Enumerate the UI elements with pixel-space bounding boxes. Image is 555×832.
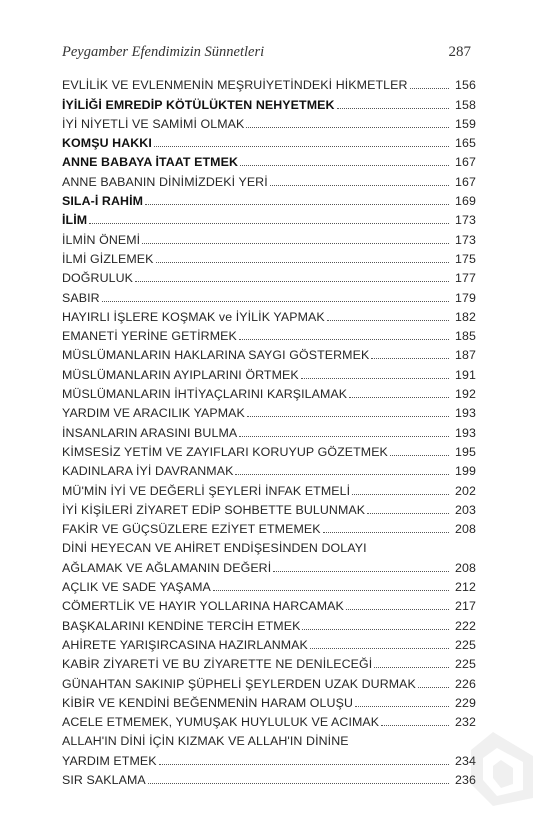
- toc-dot-leader: [349, 396, 449, 398]
- toc-entry-page: 175: [455, 251, 476, 266]
- page-number: 287: [448, 44, 471, 60]
- toc-entry-title: MÜSLÜMANLARIN AYIPLARINI ÖRTMEK: [62, 367, 299, 382]
- toc-dot-leader: [145, 203, 449, 205]
- toc-dot-leader: [323, 531, 449, 533]
- toc-entry-page: 158: [455, 97, 476, 112]
- toc-entry-title: ANNE BABAYA İTAAT ETMEK: [62, 155, 239, 170]
- toc-dot-leader: [327, 319, 449, 321]
- toc-entry-page: 182: [455, 309, 476, 324]
- toc-entry: [62, 652, 476, 671]
- toc-entry-continued: [62, 536, 476, 555]
- toc-dot-leader: [390, 454, 449, 456]
- toc-dot-leader: [301, 377, 449, 379]
- toc-entry-title: YARDIM ETMEK: [62, 753, 157, 768]
- toc-entry-title: İLİM: [62, 213, 88, 228]
- toc-dot-leader: [374, 666, 449, 668]
- toc-entry-page: 232: [455, 715, 476, 730]
- toc-entry-title: AĞLAMAK VE AĞLAMANIN DEĞERİ: [62, 560, 272, 575]
- toc-entry-title: KOMŞU HAKKI: [62, 136, 152, 151]
- toc-dot-leader: [89, 222, 449, 224]
- toc-dot-leader: [156, 261, 450, 263]
- toc-entry-page: 177: [455, 271, 476, 286]
- toc-dot-leader: [247, 415, 449, 417]
- toc-entry-page: 165: [455, 136, 476, 151]
- toc-dot-leader: [337, 107, 449, 109]
- toc-entry-page: 193: [455, 406, 476, 421]
- toc-entry-title: FAKİR VE GÜÇSÜZLERE EZİYET ETMEMEK: [62, 522, 321, 537]
- toc-dot-leader: [381, 724, 449, 726]
- toc-entry-page: 208: [455, 522, 476, 537]
- toc-entry-title: KİMSESİZ YETİM VE ZAYIFLARI KORUYUP GÖZETMEK: [62, 444, 388, 459]
- toc-entry: [62, 768, 476, 787]
- toc-entry-title: DOĞRULUK: [62, 271, 134, 286]
- toc-dot-leader: [239, 435, 449, 437]
- toc-entry: [62, 305, 476, 324]
- toc-entry-page: 236: [455, 772, 476, 787]
- toc-entry: [62, 150, 476, 169]
- toc-dot-leader: [410, 87, 449, 89]
- table-of-contents: [62, 73, 476, 787]
- toc-dot-leader: [159, 763, 449, 765]
- toc-entry-page: 229: [455, 695, 476, 710]
- toc-entry: [62, 459, 476, 478]
- toc-entry-page: 156: [455, 78, 476, 93]
- toc-entry-title: MÜSLÜMANLARIN İHTİYAÇLARINI KARŞILAMAK: [62, 387, 348, 402]
- toc-entry-page: 169: [455, 194, 476, 209]
- toc-entry-title: ANNE BABANIN DİNİMİZDEKİ YERİ: [62, 174, 268, 189]
- toc-entry-page: 159: [455, 116, 476, 131]
- toc-dot-leader: [270, 184, 449, 186]
- toc-entry-page: 217: [455, 599, 476, 614]
- toc-entry: [62, 478, 476, 497]
- toc-dot-leader: [102, 300, 449, 302]
- store-logo-watermark-icon: [463, 728, 541, 810]
- toc-dot-leader: [371, 357, 449, 359]
- toc-dot-leader: [246, 126, 449, 128]
- toc-entry-page: 193: [455, 425, 476, 440]
- toc-dot-leader: [273, 570, 449, 572]
- toc-entry: [62, 208, 476, 227]
- toc-dot-leader: [367, 512, 449, 514]
- toc-entry: [62, 285, 476, 304]
- toc-entry-title: ALLAH'IN DİNİ İÇİN KIZMAK VE ALLAH'IN DİNİNE: [62, 734, 349, 749]
- toc-dot-leader: [240, 164, 449, 166]
- toc-entry: [62, 594, 476, 613]
- toc-entry-title: SIR SAKLAMA: [62, 772, 146, 787]
- toc-entry-title: BAŞKALARINI KENDİNE TERCİH ETMEK: [62, 618, 301, 633]
- toc-entry-title: AHİRETE YARIŞIRCASINA HAZIRLANMAK: [62, 637, 308, 652]
- toc-entry-page: 191: [455, 367, 476, 382]
- toc-entry: [62, 73, 476, 92]
- toc-entry-continued: [62, 729, 476, 748]
- toc-dot-leader: [352, 493, 449, 495]
- toc-entry-title: MÜSLÜMANLARIN HAKLARINA SAYGI GÖSTERMEK: [62, 348, 370, 363]
- toc-dot-leader: [355, 705, 449, 707]
- toc-entry: [62, 169, 476, 188]
- running-head: [62, 44, 471, 64]
- toc-dot-leader: [135, 280, 449, 282]
- toc-entry-title: İYİ NİYETLİ VE SAMİMİ OLMAK: [62, 116, 245, 131]
- toc-entry: [62, 247, 476, 266]
- toc-entry: [62, 92, 476, 111]
- toc-entry-page: 167: [455, 155, 476, 170]
- toc-entry-title: İNSANLARIN ARASINI BULMA: [62, 425, 238, 440]
- toc-entry: [62, 671, 476, 690]
- toc-entry-page: 173: [455, 232, 476, 247]
- toc-entry-title: KADINLARA İYİ DAVRANMAK: [62, 464, 234, 479]
- toc-entry-title: EMANETİ YERİNE GETİRMEK: [62, 329, 237, 344]
- toc-entry: [62, 517, 476, 536]
- toc-entry: [62, 748, 476, 767]
- toc-entry: [62, 324, 476, 343]
- toc-dot-leader: [346, 608, 449, 610]
- toc-entry-title: KABİR ZİYARETİ VE BU ZİYARETTE NE DENİLECEĞİ: [62, 657, 373, 672]
- toc-entry-page: 179: [455, 290, 476, 305]
- toc-entry: [62, 112, 476, 131]
- toc-entry-title: YARDIM VE ARACILIK YAPMAK: [62, 406, 245, 421]
- book-title: Peygamber Efendimizin Sünnetleri: [62, 44, 265, 60]
- toc-entry: [62, 633, 476, 652]
- toc-entry-title: İLMİN ÖNEMİ: [62, 232, 141, 247]
- toc-entry-title: KİBİR VE KENDİNİ BEĞENMENİN HARAM OLUŞU: [62, 695, 354, 710]
- toc-entry: [62, 131, 476, 150]
- toc-entry-title: SABIR: [62, 290, 100, 305]
- toc-entry: [62, 613, 476, 632]
- toc-entry: [62, 401, 476, 420]
- toc-dot-leader: [142, 242, 449, 244]
- toc-entry-page: 208: [455, 560, 476, 575]
- toc-entry-title: ACELE ETMEMEK, YUMUŞAK HUYLULUK VE ACIMAK: [62, 715, 380, 730]
- toc-entry-page: 225: [455, 657, 476, 672]
- toc-dot-leader: [154, 145, 449, 147]
- toc-entry: [62, 555, 476, 574]
- toc-dot-leader: [235, 473, 449, 475]
- toc-entry: [62, 440, 476, 459]
- toc-entry: [62, 498, 476, 517]
- toc-entry: [62, 575, 476, 594]
- toc-entry-page: 173: [455, 213, 476, 228]
- toc-dot-leader: [310, 647, 449, 649]
- toc-entry-page: 203: [455, 502, 476, 517]
- toc-entry-page: 226: [455, 676, 476, 691]
- toc-entry-page: 222: [455, 618, 476, 633]
- toc-entry-page: 195: [455, 444, 476, 459]
- toc-entry-page: 234: [455, 753, 476, 768]
- toc-entry-page: 185: [455, 329, 476, 344]
- toc-entry: [62, 227, 476, 246]
- toc-entry-page: 192: [455, 387, 476, 402]
- toc-entry-title: İYİ KİŞİLERİ ZİYARET EDİP SOHBETTE BULUNMAK: [62, 502, 366, 517]
- toc-dot-leader: [239, 338, 449, 340]
- toc-entry: [62, 362, 476, 381]
- toc-dot-leader: [213, 589, 449, 591]
- toc-entry-title: GÜNAHTAN SAKINIP ŞÜPHELİ ŞEYLERDEN UZAK DURMAK: [62, 676, 416, 691]
- toc-entry: [62, 710, 476, 729]
- toc-entry: [62, 266, 476, 285]
- toc-entry-title: İYİLİĞİ EMREDİP KÖTÜLÜKTEN NEHYETMEK: [62, 97, 335, 112]
- toc-entry-title: İLMİ GİZLEMEK: [62, 251, 154, 266]
- toc-entry: [62, 420, 476, 439]
- toc-entry-page: 225: [455, 637, 476, 652]
- toc-entry-page: 187: [455, 348, 476, 363]
- toc-entry: [62, 343, 476, 362]
- toc-entry-title: SILA-İ RAHİM: [62, 194, 144, 209]
- toc-entry: [62, 382, 476, 401]
- toc-entry-page: 199: [455, 464, 476, 479]
- toc-entry-title: EVLİLİK VE EVLENMENİN MEŞRUİYETİNDEKİ HİKMETLER: [62, 78, 408, 93]
- toc-entry-page: 212: [455, 580, 476, 595]
- toc-dot-leader: [148, 782, 449, 784]
- toc-entry: [62, 189, 476, 208]
- toc-dot-leader: [302, 628, 449, 630]
- toc-entry: [62, 691, 476, 710]
- toc-dot-leader: [418, 686, 449, 688]
- toc-entry-title: DİNİ HEYECAN VE AHİRET ENDİŞESİNDEN DOLAYI: [62, 541, 367, 556]
- toc-entry-page: 202: [455, 483, 476, 498]
- toc-entry-title: CÖMERTLİK VE HAYIR YOLLARINA HARCAMAK: [62, 599, 344, 614]
- toc-entry-page: 167: [455, 174, 476, 189]
- toc-entry-title: HAYIRLI İŞLERE KOŞMAK ve İYİLİK YAPMAK: [62, 309, 325, 324]
- toc-entry-title: MÜ'MİN İYİ VE DEĞERLİ ŞEYLERİ İNFAK ETMELİ: [62, 483, 351, 498]
- toc-entry-title: AÇLIK VE SADE YAŞAMA: [62, 580, 211, 595]
